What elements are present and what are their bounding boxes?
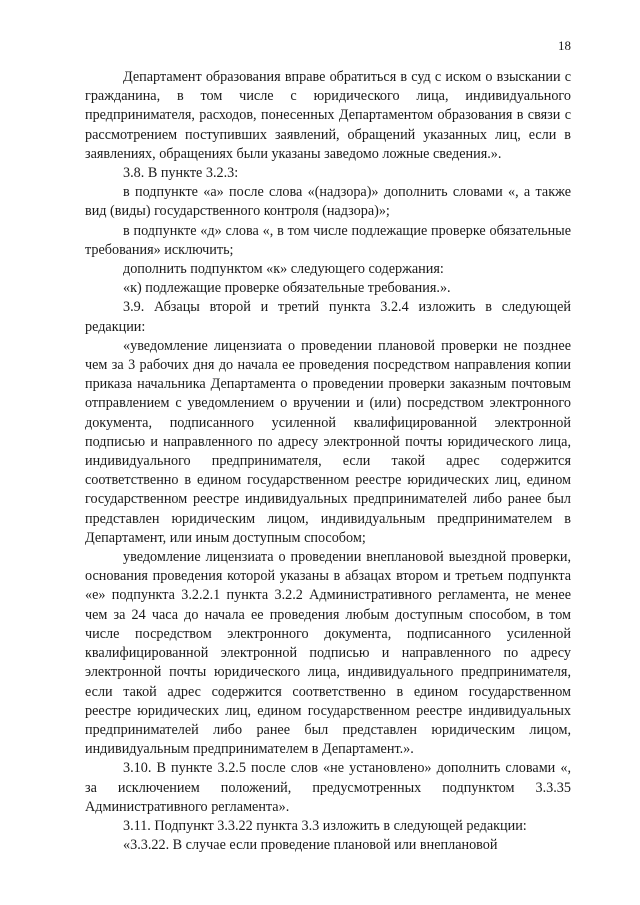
paragraph: «3.3.22. В случае если проведение плановой или внеплановой xyxy=(123,837,498,854)
paragraph: 3.10. В пункте 3.2.5 после слов «не установлено» дополнить словами «, за исключением положений, предусмотренных подпунктом 3.3.35 Административного регламента». xyxy=(85,760,571,815)
paragraph: в подпункте «а» после слова «(надзора)» дополнить словами «, а также вид (виды) государственного контроля (надзора)»; xyxy=(85,184,571,220)
document-body xyxy=(85,68,571,855)
paragraph: Департамент образования вправе обратиться в суд с иском о взыскании с гражданина, в том числе с юридического лица, индивидуального предпринимателя, расходов, понесенных Департаментом образования в связи с рассмотрением поступивших заявлений, обращений указанных лиц, если в заявлениях, обращениях были указаны заведомо ложные сведения.». xyxy=(85,69,571,162)
paragraph: 3.11. Подпункт 3.3.22 пункта 3.3 изложить в следующей редакции: xyxy=(123,817,527,834)
paragraph: в подпункте «д» слова «, в том числе подлежащие проверке обязательные требования» исключить; xyxy=(85,222,571,258)
paragraph: «к) подлежащие проверке обязательные требования.». xyxy=(123,280,451,297)
paragraph: 3.8. В пункте 3.2.3: xyxy=(123,165,239,182)
paragraph: уведомление лицензиата о проведении внеплановой выездной проверки, основания проведения которой указаны в абзацах втором и третьем подпункта «е» подпункта 3.2.2.1 пункта 3.2.2 Административного регламента, не менее чем за 24 часа до начала ее проведения любым доступным способом, в том числе посредством электронного документа, подписанного усиленной квалифицированной электронной подписью и направленного по адресу электронной почты юридического лица, индивидуального предпринимателя, если такой адрес содержится соответственно в едином государственном реестре юридических лиц, едином государственном реестре индивидуальных предпринимателей либо ранее был представлен юридическим лицом, индивидуальным предпринимателем в Департамент.». xyxy=(85,549,571,758)
paragraph: 3.9. Абзацы второй и третий пункта 3.2.4 изложить в следующей редакции: xyxy=(85,299,571,335)
paragraph: «уведомление лицензиата о проведении плановой проверки не позднее чем за 3 рабочих дня до начала ее проведения посредством направления копии приказа начальника Департамента о проведении проверки заказным почтовым отправлением с уведомлением о вручении и (или) посредством электронного документа, подписанного усиленной квалифицированной электронной подписью и направленного по адресу электронной почты юридического лица, индивидуального предпринимателя, если такой адрес содержится соответственно в едином государственном реестре юридических лиц, едином государственном реестре индивидуальных предпринимателей либо ранее был представлен юридическим лицом, индивидуальным предпринимателем в Департамент, или иным доступным способом; xyxy=(85,337,571,546)
paragraph: дополнить подпунктом «к» следующего содержания: xyxy=(123,261,444,278)
page-number: 18 xyxy=(558,38,571,53)
